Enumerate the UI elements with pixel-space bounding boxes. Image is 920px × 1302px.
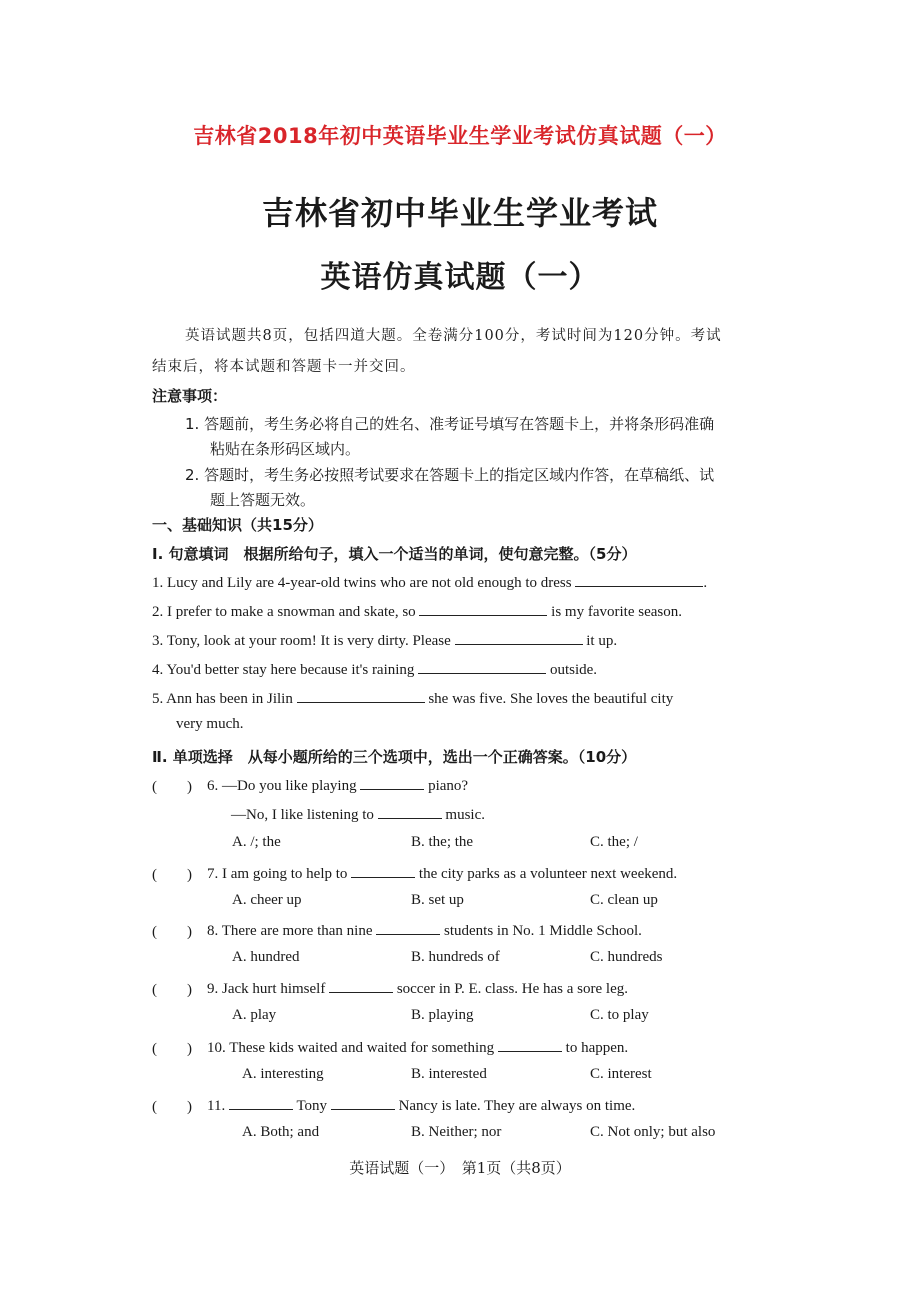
- q6-end: piano?: [428, 778, 469, 794]
- intro-line-2: 结束后，将本试题和答题卡一并交回。: [152, 359, 416, 375]
- q7-option-c: C. clean up: [590, 892, 658, 908]
- q1-end: .: [703, 575, 708, 591]
- question-5: [152, 688, 673, 708]
- notes-heading: 注意事项：: [152, 387, 228, 405]
- red-document-title: 吉林省2018年初中英语毕业生学业考试仿真试题（一）: [193, 124, 727, 148]
- q9-blank[interactable]: [329, 978, 393, 993]
- q11-answer-bracket[interactable]: ( ): [152, 1099, 192, 1115]
- q5-text: 5. Ann has been in Jilin: [152, 691, 293, 707]
- q11-option-a: A. Both; and: [242, 1124, 320, 1140]
- q3-end: it up.: [586, 633, 618, 649]
- q2-text: 2. I prefer to make a snowman and skate, so: [152, 604, 416, 620]
- q1-blank[interactable]: [575, 572, 703, 587]
- question-8: [207, 920, 642, 940]
- q5-mid: she was five. She loves the beautiful city: [428, 691, 674, 707]
- q7-answer-bracket[interactable]: ( ): [152, 867, 192, 883]
- note-1-line-2: 粘贴在条形码区域内。: [210, 440, 361, 458]
- q9-option-b: B. playing: [411, 1007, 474, 1023]
- q9-end: soccer in P. E. class. He has a sore leg.: [396, 981, 628, 997]
- question-6-reply: [231, 804, 485, 824]
- q11-option-c: C. Not only; but also: [590, 1124, 716, 1140]
- q10-end: to happen.: [565, 1040, 629, 1056]
- question-6: [207, 775, 468, 795]
- section-2-heading: Ⅱ. 单项选择 从每小题所给的三个选项中，选出一个正确答案。（10分）: [152, 748, 637, 766]
- q11-end: Nancy is late. They are always on time.: [398, 1098, 636, 1114]
- q11-number: 11.: [207, 1098, 226, 1114]
- exam-subtitle: 英语仿真试题（一）: [320, 260, 600, 295]
- q7-end: the city parks as a volunteer next weekend.: [418, 866, 678, 882]
- q9-text: 9. Jack hurt himself: [207, 981, 326, 997]
- q6-reply-end: music.: [445, 807, 485, 823]
- q10-option-c: C. interest: [590, 1066, 652, 1082]
- q6-answer-bracket[interactable]: ( ): [152, 779, 192, 795]
- question-9: [207, 978, 628, 998]
- q8-option-a: A. hundred: [232, 949, 300, 965]
- q7-option-a: A. cheer up: [232, 892, 302, 908]
- q7-blank[interactable]: [351, 863, 415, 878]
- question-2: [152, 601, 682, 621]
- q11-mid: Tony: [296, 1098, 328, 1114]
- question-1: [152, 572, 707, 592]
- exam-title: 吉林省初中毕业生学业考试: [261, 194, 658, 232]
- q6-blank-2[interactable]: [378, 804, 442, 819]
- question-10: [207, 1037, 628, 1057]
- q8-text: 8. There are more than nine: [207, 923, 373, 939]
- q11-option-b: B. Neither; nor: [411, 1124, 502, 1140]
- q4-end: outside.: [549, 662, 598, 678]
- page-footer: 英语试题（一） 第1页（共8页）: [349, 1159, 571, 1177]
- q10-blank[interactable]: [498, 1037, 562, 1052]
- q1-text: 1. Lucy and Lily are 4-year-old twins who are not old enough to dress: [152, 575, 572, 591]
- q9-option-c: C. to play: [590, 1007, 649, 1023]
- q2-blank[interactable]: [419, 601, 547, 616]
- q6-option-c: C. the; /: [590, 834, 638, 850]
- question-11: [207, 1095, 635, 1115]
- q2-end: is my favorite season.: [551, 604, 682, 620]
- q10-option-b: B. interested: [411, 1066, 487, 1082]
- intro-line-1: 英语试题共8页，包括四道大题。全卷满分100分，考试时间为120分钟。考试: [185, 328, 722, 344]
- q8-answer-bracket[interactable]: ( ): [152, 924, 192, 940]
- part-1-heading: 一、基础知识（共15分）: [152, 516, 323, 534]
- section-1-heading: Ⅰ. 句意填词 根据所给句子，填入一个适当的单词，使句意完整。（5分）: [152, 545, 637, 563]
- q6-text: 6. —Do you like playing: [207, 778, 357, 794]
- question-4: [152, 659, 597, 679]
- q4-blank[interactable]: [418, 659, 546, 674]
- q9-answer-bracket[interactable]: ( ): [152, 982, 192, 998]
- q11-blank-2[interactable]: [331, 1095, 395, 1110]
- q11-blank-1[interactable]: [229, 1095, 293, 1110]
- q6-blank-1[interactable]: [360, 775, 424, 790]
- note-1-line-1: 1. 答题前，考生务必将自己的姓名、准考证号填写在答题卡上，并将条形码准确: [185, 415, 715, 433]
- q10-text: 10. These kids waited and waited for something: [207, 1040, 495, 1056]
- q4-text: 4. You'd better stay here because it's raining: [152, 662, 415, 678]
- q6-option-a: A. /; the: [232, 834, 281, 850]
- q10-answer-bracket[interactable]: ( ): [152, 1041, 192, 1057]
- q6-option-b: B. the; the: [411, 834, 474, 850]
- q9-option-a: A. play: [232, 1007, 277, 1023]
- q8-blank[interactable]: [376, 920, 440, 935]
- question-7: [207, 863, 677, 883]
- question-5-cont: very much.: [176, 716, 244, 732]
- q7-option-b: B. set up: [411, 892, 464, 908]
- q8-option-b: B. hundreds of: [411, 949, 500, 965]
- note-2-line-1: 2. 答题时，考生务必按照考试要求在答题卡上的指定区域内作答，在草稿纸、试: [185, 466, 715, 484]
- q10-option-a: A. interesting: [242, 1066, 324, 1082]
- q7-text: 7. I am going to help to: [207, 866, 348, 882]
- q3-text: 3. Tony, look at your room! It is very dirty. Please: [152, 633, 451, 649]
- q8-end: students in No. 1 Middle School.: [443, 923, 642, 939]
- q3-blank[interactable]: [455, 630, 583, 645]
- question-3: [152, 630, 617, 650]
- q6-reply-text: —No, I like listening to: [231, 807, 374, 823]
- note-2-line-2: 题上答题无效。: [210, 491, 316, 509]
- q8-option-c: C. hundreds: [590, 949, 663, 965]
- q5-blank[interactable]: [297, 688, 425, 703]
